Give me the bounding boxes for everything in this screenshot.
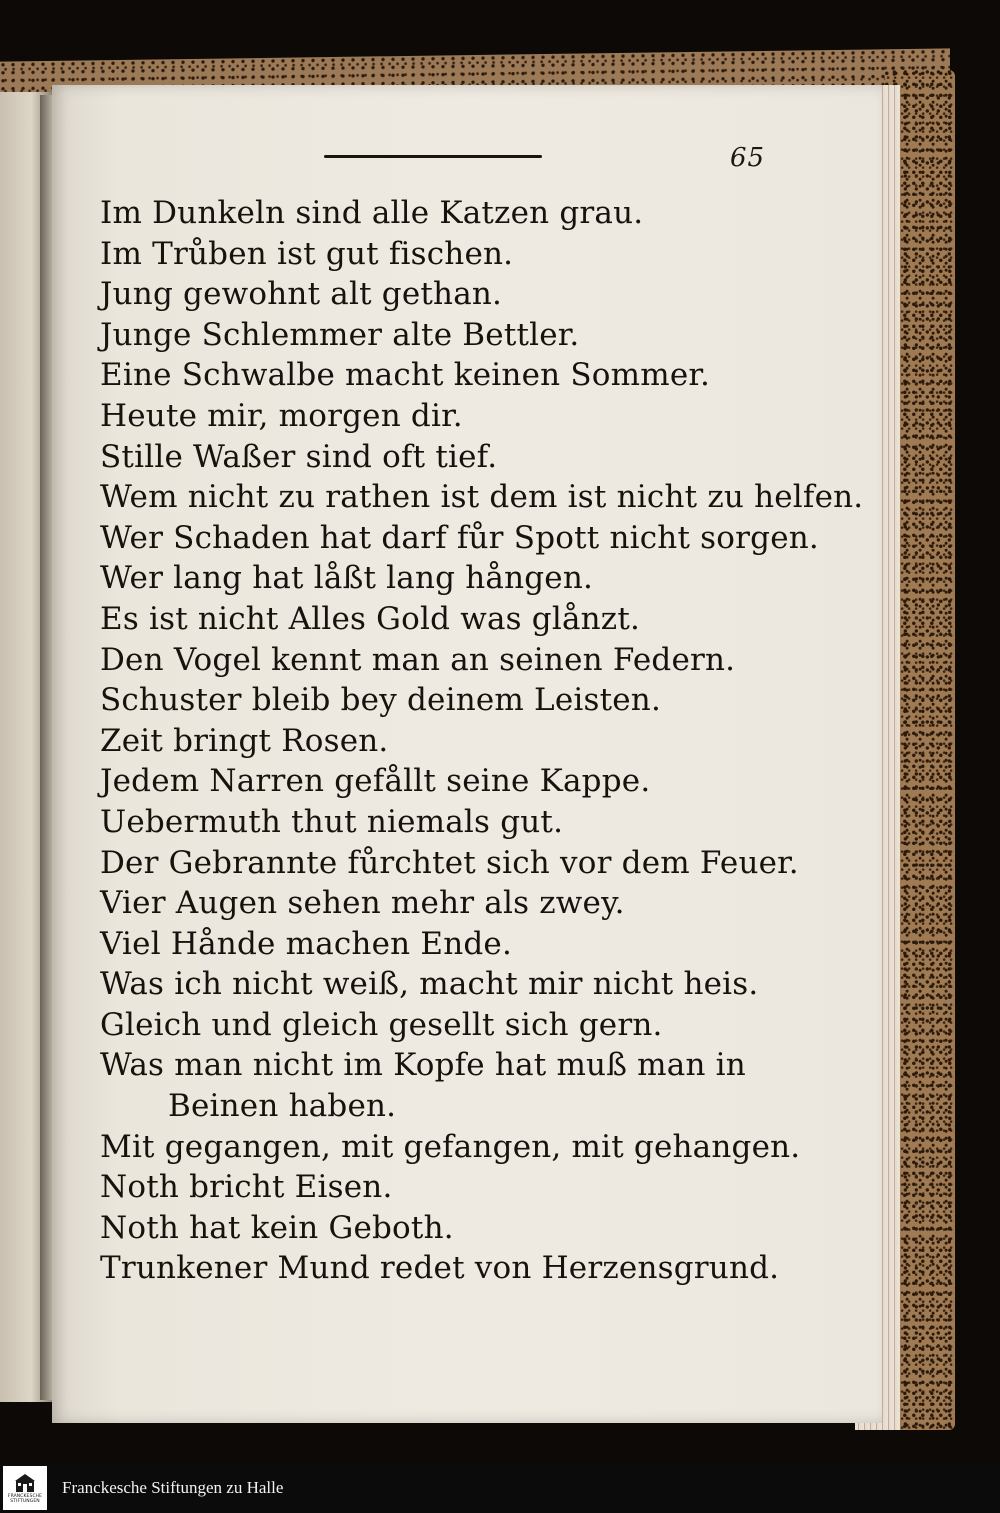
logo-text-line-2: STIFTUNGEN — [10, 1499, 40, 1504]
proverb-line: Den Vogel kennt man an seinen Federn. — [100, 641, 736, 678]
proverb-line: Mit gegangen, mit gefangen, mit gehangen. — [100, 1128, 801, 1165]
proverb-line: Zeit bringt Rosen. — [100, 722, 389, 759]
proverb-line: Jedem Narren gefållt seine Kappe. — [100, 763, 651, 800]
proverb-line: Es ist nicht Alles Gold was glånzt. — [100, 600, 641, 637]
francke-foundation-logo-icon[interactable] — [3, 1466, 47, 1510]
proverb-line: Jung gewohnt alt gethan. — [100, 276, 503, 313]
proverb-line: Noth bricht Eisen. — [100, 1169, 393, 1206]
proverb-line: Wer Schaden hat darf fůr Spott nicht sorgen. — [100, 519, 819, 556]
proverb-line: Vier Augen sehen mehr als zwey. — [100, 885, 625, 922]
proverb-line: Heute mir, morgen dir. — [100, 397, 463, 434]
book-page — [52, 85, 882, 1423]
proverb-line: Stille Waßer sind oft tief. — [100, 438, 498, 475]
proverb-line: Eine Schwalbe macht keinen Sommer. — [100, 357, 711, 394]
proverb-line: Viel Hånde machen Ende. — [100, 925, 513, 962]
proverb-line: Wem nicht zu rathen ist dem ist nicht zu helfen. — [100, 479, 864, 516]
proverb-line: Gleich und gleich gesellt sich gern. — [100, 1006, 663, 1043]
page-number: 65 — [730, 143, 766, 173]
proverb-line: Schuster bleib bey deinem Leisten. — [100, 682, 662, 719]
proverb-line: Im Dunkeln sind alle Katzen grau. — [100, 195, 644, 231]
proverb-line: Trunkener Mund redet von Herzensgrund. — [100, 1250, 780, 1287]
institution-name[interactable]: Franckesche Stiftungen zu Halle — [62, 1478, 284, 1497]
proverb-line: Wer lang hat låßt lang hången. — [100, 560, 594, 597]
proverb-line-continuation: Beinen haben. — [168, 1088, 397, 1125]
building-icon — [14, 1472, 36, 1494]
proverb-line: Uebermuth thut niemals gut. — [100, 803, 564, 840]
proverb-line: Noth hat kein Geboth. — [100, 1209, 454, 1246]
proverb-line: Im Trůben ist gut fischen. — [100, 235, 514, 272]
proverb-line: Junge Schlemmer alte Bettler. — [100, 316, 580, 353]
proverb-line: Der Gebrannte fůrchtet sich vor dem Feuer. — [100, 844, 799, 881]
proverb-line: Was man nicht im Kopfe hat muß man in — [100, 1047, 746, 1084]
proverb-line: Was ich nicht weiß, macht mir nicht heis. — [100, 966, 759, 1003]
header-rule — [324, 155, 542, 158]
footer-bar — [0, 1463, 1000, 1513]
proverb-list — [100, 193, 864, 1289]
logo-text-line-1: FRANCKESCHE — [7, 1494, 43, 1499]
